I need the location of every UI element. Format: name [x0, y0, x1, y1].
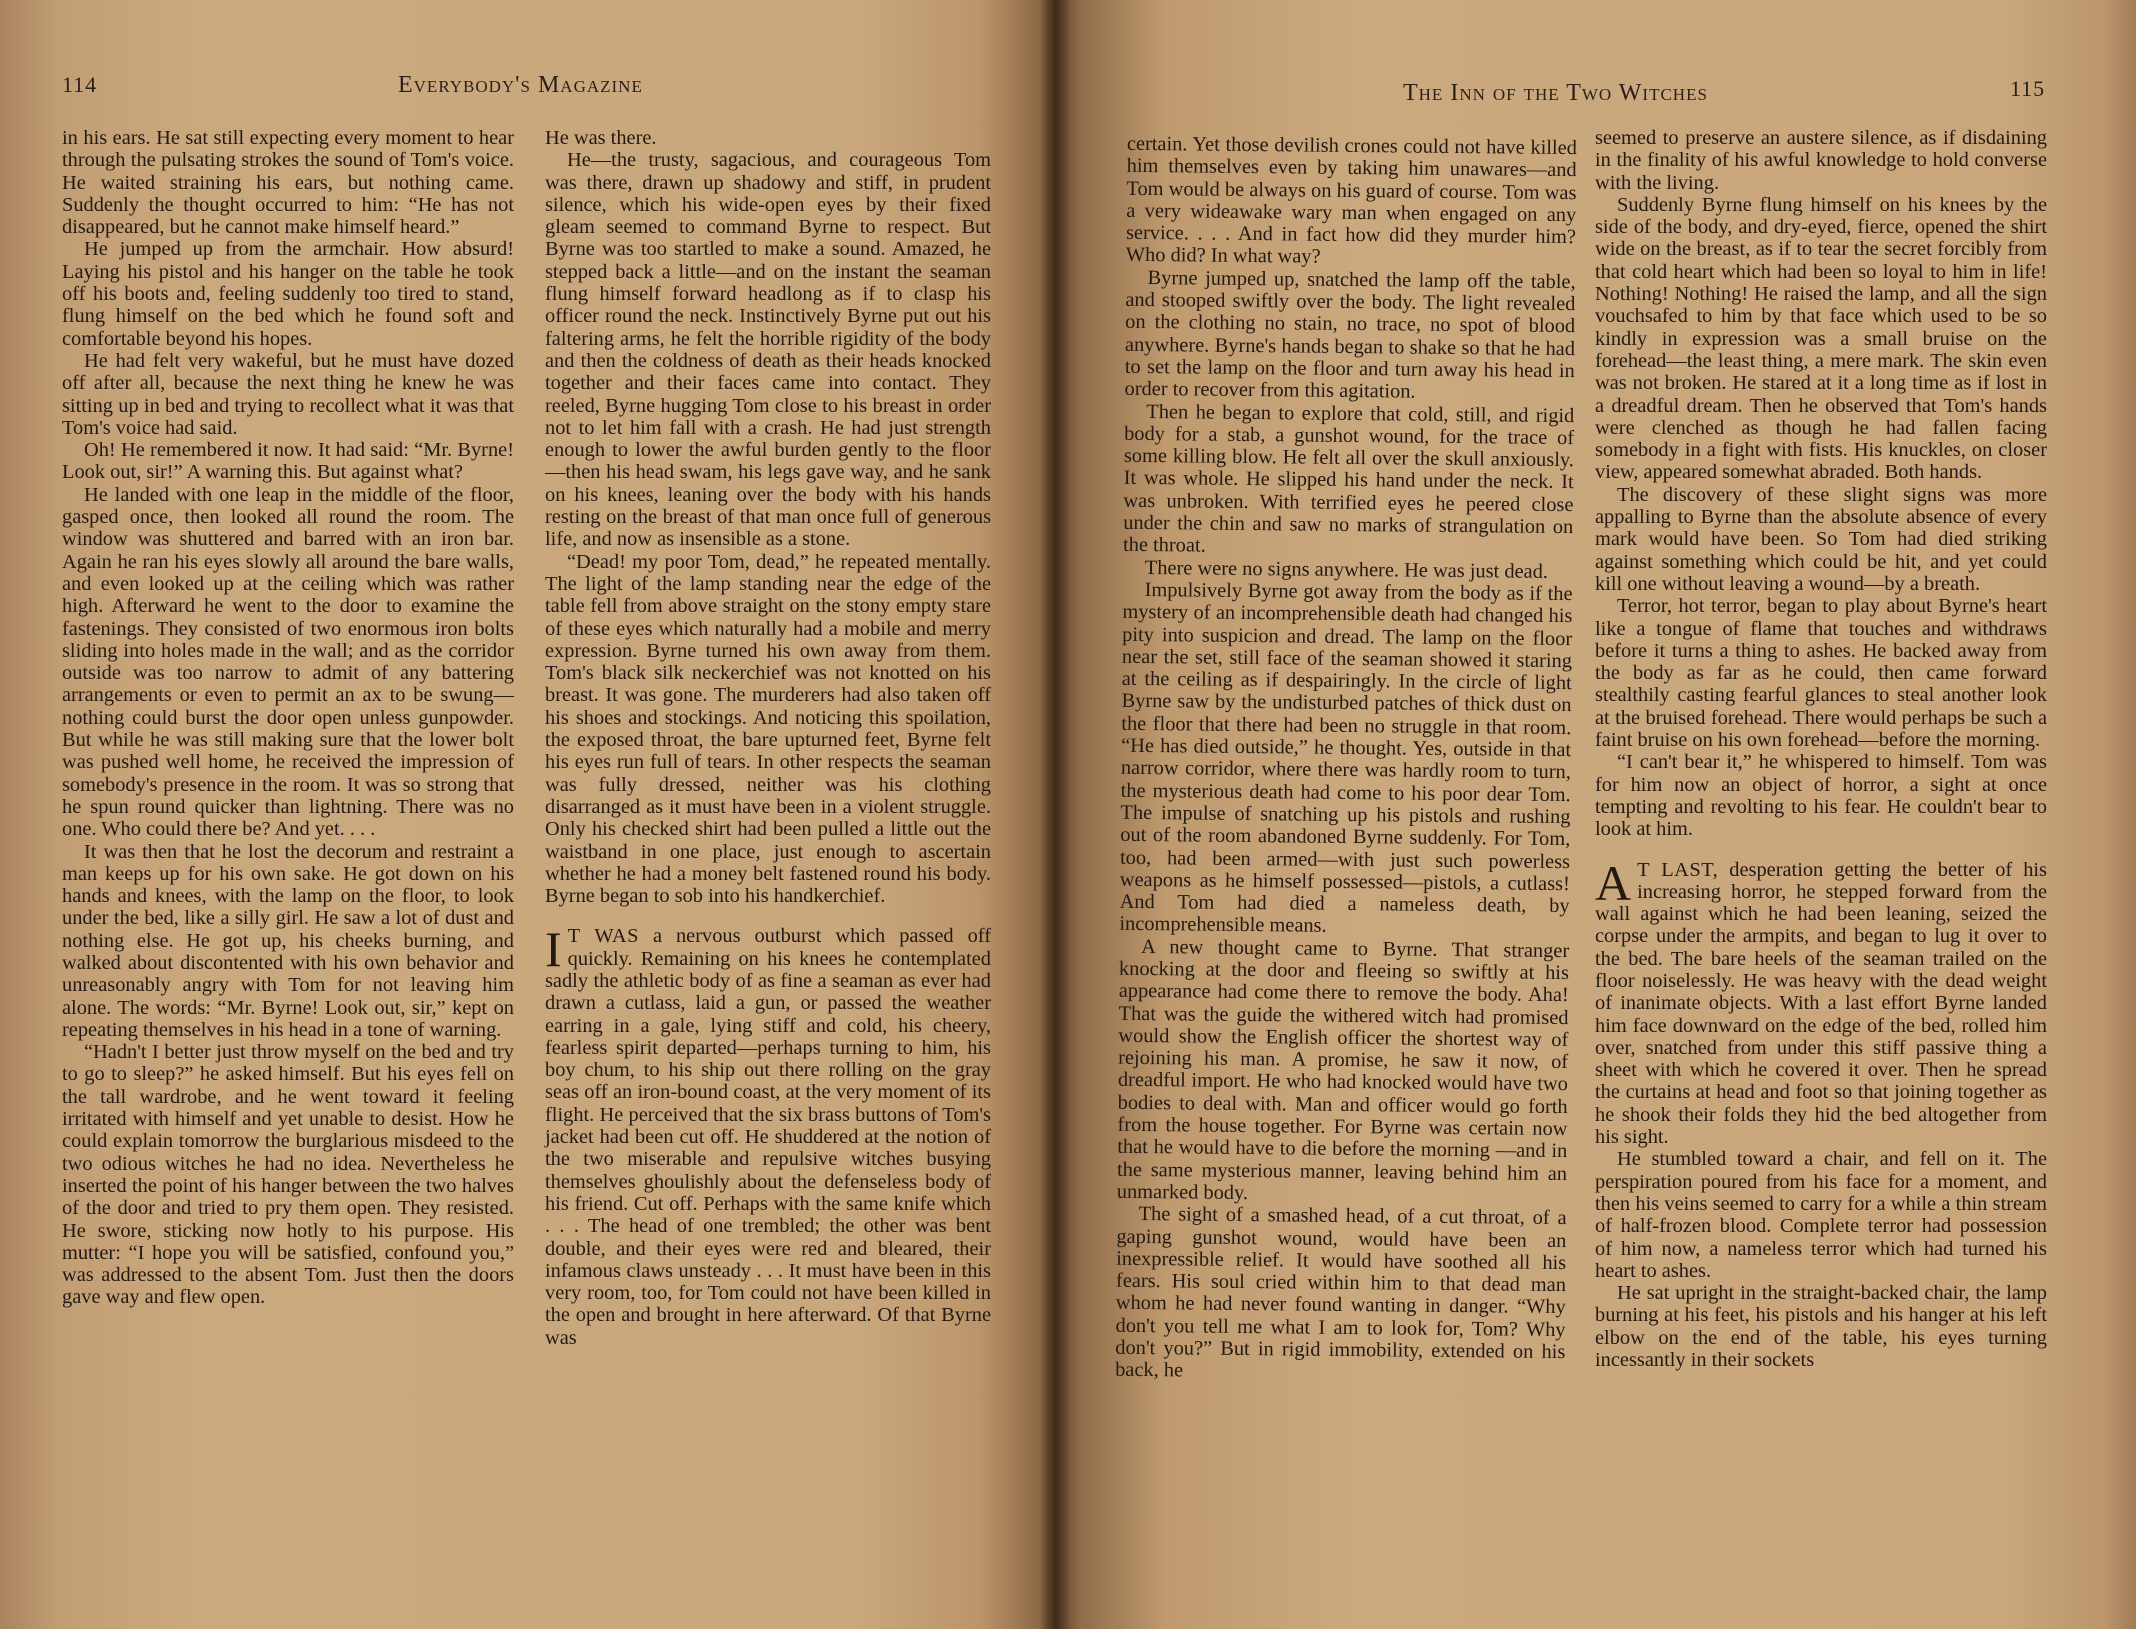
running-head-left: Everybody's Magazine: [398, 72, 643, 98]
running-head-right: The Inn of the Two Witches: [1403, 80, 1708, 106]
paragraph: He sat upright in the straight-backed chair, the lamp burning at his feet, his pistols and his hanger at his left elbow on the end of the table, his eyes turning incessantly in their sockets: [1595, 1282, 2047, 1372]
paragraph: Then he began to explore that cold, still, and rigid body for a stab, a gunshot wound, for the trace of some killing blow. He felt all over the skull anxiously. It was whole. He slipped his hand under the neck. It was unbroken. With terrified eyes he peered close under the chin and saw no marks of strangulation on the throat.: [1122, 400, 1575, 557]
dropcap-left: I: [545, 921, 562, 978]
paragraph: Impulsively Byrne got away from the body as if the mystery of an incomprehensible death had changed his pity into suspicion and dread. The lamp on the floor near the set, still face of the seaman showed it staring at the ceiling as if despairingly. In the circle of light Byrne saw by the undisturbed patches of thick dust on the floor that there had been no struggle in that room. “He has died outside,” he thought. Yes, outside in that narrow corridor, where there was hardly room to turn, the mysterious death had come to his poor dear Tom. The impulse of snatching up his pistols and rushing out of the room abandoned Byrne suddenly. For Tom, too, had been armed—with just such powerless weapons as he himself possessed—pistols, a cutlass! And Tom had died a nameless death, by incomprehensible means.: [1119, 578, 1573, 938]
section-opening-left: [545, 921, 991, 1349]
paragraph: He had felt very wakeful, but he must have dozed off after all, because the next thing he knew he was sitting up in bed and trying to recollect what it was that Tom's voice had said.: [62, 349, 514, 439]
paragraph: “Dead! my poor Tom, dead,” he repeated mentally. The light of the lamp standing near the edge of the table fell from above straight on the stony empty stare of these eyes which naturally had a mobile and merry expression. Byrne turned his own away from them. Tom's black silk neckerchief was not knotted on his breast. It was gone. The murderers had also taken off his shoes and stockings. And noticing this spoilation, the exposed throat, the bare upturned feet, Byrne felt his eyes run full of tears. In other respects the seaman was fully dressed, neither was his clothing disarranged as it must have been in a violent struggle. Only his checked shirt had been pulled a little out the waistband in one place, just enough to ascertain whether he had a money belt fastened round his body. Byrne began to sob into his handkerchief.: [545, 550, 991, 908]
paragraph: Byrne jumped up, snatched the lamp off the table, and stooped swiftly over the body. The light revealed on the clothing no stain, no trace, no spot of blood anywhere. Byrne's hands began to shake so that he had to set the lamp on the floor and turn away his head in order to recover from this agitation.: [1124, 266, 1576, 403]
paragraph: The discovery of these slight signs was more appalling to Byrne than the absolute absence of every mark would have been. So Tom had died striking against something which could be hit, and yet could kill one without leaving a wound—by a breath.: [1595, 483, 2047, 595]
right-column-2: [1595, 127, 2047, 1371]
paragraph: He landed with one leap in the middle of the floor, gasped once, then looked all round the room. The window was shuttered and barred with an iron bar. Again he ran his eyes slowly all around the bare walls, and even looked up at the ceiling which was rather high. Afterward he went to the door to examine the fastenings. They consisted of two enormous iron bolts sliding into holes made in the wall; and as the corridor outside was too narrow to admit of any battering arrangements or even to permit an ax to be swung—nothing could burst the door open unless gunpowder. But while he was still making sure that the lower bolt was pushed well home, he received the impression of somebody's presence in the room. It was so strong that he spun round quicker than lightning. There was no one. Who could there be? And yet. . . .: [62, 483, 514, 841]
paragraph: Terror, hot terror, began to play about Byrne's heart like a tongue of flame that touches and withdraws before it turns a thing to ashes. He backed away from the body as far as he could, then came forward stealthily casting fearful glances to steal another look at the bruised forehead. There would perhaps be such a faint bruise on his own forehead—before the morning.: [1595, 595, 2047, 752]
paragraph: Oh! He remembered it now. It had said: “Mr. Byrne! Look out, sir!” A warning this. But against what?: [62, 439, 514, 484]
section-text-right: desperation getting the better of his increasing horror, he stepped forward from the wall against which he had been leaning, seized the corpse under the armpits, and began to lug it over to the bed. The bare heels of the seaman trailed on the floor noiselessly. He was heavy with the dead weight of inanimate objects. With a last effort Byrne landed him face downward on the edge of the bed, rolled him over, snatched from under this stiff passive thing a sheet with which he covered it over. Then he spread the curtains at head and foot so that joining together as he shook their folds they hid the bed altogether from his sight.: [1595, 858, 2047, 1149]
paragraph: He was there.: [545, 127, 657, 149]
paragraph: He—the trusty, sagacious, and courageous Tom was there, drawn up shadowy and stiff, in prudent silence, which his wide-open eyes by their fixed gleam seemed to command Byrne to respect. But Byrne was too startled to make a sound. Amazed, he stepped back a little—and on the instant the seaman flung himself forward headlong as if to clasp his officer round the neck. Instinctively Byrne put out his faltering arms, he felt the horrible rigidity of the body and then the coldness of death as their heads knocked together and their faces came into contact. They reeled, Byrne hugging Tom close to his breast in order not to let him fall with a crash. He had just strength enough to lower the awful burden gently to the floor—then his head swam, his legs gave way, and he sank on his knees, leaning over the body with his hands resting on the breast of that man once full of generous life, and now as insensible as a stone.: [545, 149, 991, 551]
paragraph: He jumped up from the armchair. How absurd! Laying his pistol and his hanger on the table he took off his boots and, feeling suddenly too tired to stand, flung himself on the bed which he found soft and comfortable beyond his hopes.: [62, 238, 514, 350]
left-column-2-paragraphs: [545, 127, 991, 907]
right-page: [1055, 0, 2136, 1629]
paragraph: The sight of a smashed head, of a cut throat, of a gaping gunshot wound, would have been an inexpressible relief. It would have soothed all his fears. His soul cried within him to that dead man whom he had never found wanting in danger. “Why don't you tell me what I am to look for, Tom? Why don't you?” But in rigid immobility, extended on his back, he: [1115, 1203, 1567, 1382]
paragraph: It was then that he lost the decorum and restraint a man keeps up for his own sake. He got down on his hands and knees, with the lamp on the floor, to look under the bed, like a silly girl. He saw a lot of dust and nothing else. He got up, his cheeks burning, and walked about discontented with his own behavior and unreasonably angry with Tom for not leaving him alone. The words: “Mr. Byrne! Look out, sir,” kept on repeating themselves in his head in a tone of warning.: [62, 840, 514, 1041]
left-column-1: [62, 127, 514, 1309]
page-number-right: 115: [2010, 76, 2046, 101]
paragraph: in his ears. He sat still expecting every moment to hear through the pulsating strokes the sound of Tom's voice. He waited straining his ears, but nothing came. Suddenly the thought occurred to him: “He has not disappeared, but he cannot make himself heard.”: [62, 127, 514, 239]
paragraph: “I can't bear it,” he whispered to himself. Tom was for him now an object of horror, a sight at once tempting and revolting to his fear. He couldn't bear to look at him.: [1595, 751, 2047, 841]
paragraph: seemed to preserve an austere silence, as if disdaining in the finality of his awful knowledge to hold converse with the living.: [1595, 127, 2047, 194]
dropcap-right: A: [1595, 854, 1632, 911]
section-text-left: a nervous outburst which passed off quickly. Remaining on his knees he contemplated sadly the athletic body of as fine a seaman as ever had drawn a cutlass, laid a gun, or passed the weather earring in a gale, lying stiff and cold, his cheery, fearless spirit departed—perhaps turning to him, his boy chum, to his ship out there rolling on the gray seas off an iron-bound coast, at the very moment of its flight. He perceived that the six brass buttons of Tom's jacket had been cut off. He shuddered at the notion of the two miserable and repulsive witches busying themselves ghoulishly about the defenseless body of his friend. Cut off. Perhaps with the same knife which . . . The head of one trembled; the other was bent double, and their eyes were red and bleared, their infamous claws unsteady . . . It must have been in this very room, too, for Tom could not have been killed in the open and brought in here afterward. Of that Byrne was: [545, 925, 991, 1349]
section-lead-caps-right: T LAST,: [1637, 858, 1719, 881]
paragraph: “Hadn't I better just throw myself on the bed and try to go to sleep?” he asked himself. But his eyes fell on the tall wardrobe, and he went toward it feeling irritated with himself and yet unable to desist. How he could explain tomorrow the burglarious misdeed to the two odious witches he had no idea. Nevertheless he inserted the point of his hanger between the two halves of the door and tried to pry them open. They resisted. He swore, sticking now hotly to his purpose. His mutter: “I hope you will be satisfied, confound you,” was addressed to the absent Tom. Just then the doors gave way and flew open.: [62, 1041, 514, 1309]
paragraph: Suddenly Byrne flung himself on his knees by the side of the body, and dry-eyed, fierce, opened the shirt wide on the breast, as if to tear the secret forcibly from that cold heart which had been so loyal to him in life! Nothing! Nothing! He raised the lamp, and all the sign vouchsafed to him by that face which used to be so kindly in expression was a small bruise on the forehead—the least thing, a mere mark. The skin even was not broken. He stared at it a long time as if lost in a dreadful dream. Then he observed that Tom's hands were clenched as though he had fallen facing somebody in a fight with fists. His knuckles, on closer view, appeared somewhat abraded. Both hands.: [1595, 193, 2047, 484]
paragraph: A new thought came to Byrne. That stranger knocking at the door and fleeing so swiftly at his appearance had come there to remove the body. Aha! That was the guide the withered witch had promised would show the English officer the shortest way of rejoining his man. A promise, he saw it now, of dreadful import. He who had knocked would have two bodies to deal with. Man and officer would go forth from the house together. For Byrne was certain now that he would have to die before the morning —and in the same mysterious manner, leaving behind him an unmarked body.: [1116, 935, 1570, 1205]
right-column-2-paragraphs: [1595, 127, 2047, 841]
left-page: [0, 0, 1055, 1629]
right-column-2-after: [1595, 1148, 2047, 1371]
paragraph: He stumbled toward a chair, and fell on it. The perspiration poured from his face for a moment, and then his veins seemed to carry for a while a thin stream of half-frozen blood. Complete terror had possession of him now, a nameless terror which had turned his heart to ashes.: [1595, 1148, 2047, 1282]
book-gutter: [1040, 0, 1070, 1629]
paragraph: There were no signs anywhere. He was just dead.: [1144, 556, 1549, 583]
right-column-1: [1115, 133, 1577, 1386]
left-column-2: [545, 127, 991, 1349]
section-lead-caps-left: T WAS: [567, 925, 639, 948]
paragraph: certain. Yet those devilish crones could not have killed him themselves even by taking him unawares—and Tom would be always on his guard of course. Tom was a very wideawake wary man when engaged on any service. . . . And in fact how did they murder him? Who did? In what way?: [1125, 132, 1577, 269]
page-number-left: 114: [62, 72, 98, 97]
section-opening-right: [1595, 854, 2047, 1149]
